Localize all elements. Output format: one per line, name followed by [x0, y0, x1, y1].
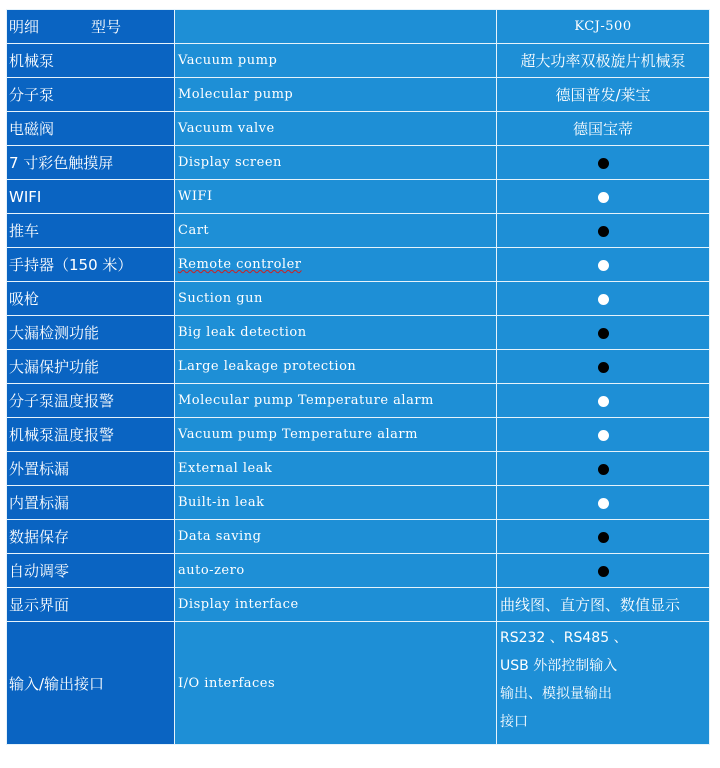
black-dot-icon: [598, 328, 609, 339]
table-row: [7, 418, 710, 452]
table-row: [7, 112, 710, 146]
black-dot-icon: [598, 532, 609, 543]
row-en-label: [175, 248, 497, 282]
value-line: 输出、模拟量输出: [500, 686, 612, 702]
table-row: [7, 384, 710, 418]
black-dot-icon: [598, 464, 609, 475]
table-row: [7, 622, 710, 745]
table-row: [7, 44, 710, 78]
value-line: RS232 、RS485 、: [500, 630, 628, 646]
row-cn-label: WIFI: [7, 180, 175, 214]
row-value: [497, 214, 710, 248]
row-cn-label: 输入/输出接口: [7, 622, 175, 745]
row-cn-label: 分子泵温度报警: [7, 384, 175, 418]
table-row: [7, 214, 710, 248]
row-en-label: Molecular pump: [175, 78, 497, 112]
row-value: [497, 282, 710, 316]
row-en-label: Large leakage protection: [175, 350, 497, 384]
row-value: [497, 418, 710, 452]
table-row: [7, 282, 710, 316]
row-en-label: Big leak detection: [175, 316, 497, 350]
row-value: [497, 554, 710, 588]
row-en-label: Display interface: [175, 588, 497, 622]
row-cn-label: 机械泵温度报警: [7, 418, 175, 452]
row-value: 德国宝蒂: [497, 112, 710, 146]
table-header-row: [7, 10, 710, 44]
black-dot-icon: [598, 158, 609, 169]
row-value: [497, 520, 710, 554]
table-row: [7, 520, 710, 554]
white-dot-icon: [598, 260, 609, 271]
row-en-label: Suction gun: [175, 282, 497, 316]
row-en-label: Vacuum valve: [175, 112, 497, 146]
table-row: [7, 248, 710, 282]
row-en-label: Display screen: [175, 146, 497, 180]
black-dot-icon: [598, 226, 609, 237]
row-cn-label: 机械泵: [7, 44, 175, 78]
row-value: [497, 384, 710, 418]
white-dot-icon: [598, 430, 609, 441]
row-cn-label: 分子泵: [7, 78, 175, 112]
row-en-label: WIFI: [175, 180, 497, 214]
header-model-value: KCJ-500: [497, 10, 710, 44]
table-row: [7, 588, 710, 622]
row-value: [497, 452, 710, 486]
header-detail-label: 明细: [9, 18, 40, 36]
row-cn-label: 外置标漏: [7, 452, 175, 486]
row-cn-label: 大漏保护功能: [7, 350, 175, 384]
white-dot-icon: [598, 294, 609, 305]
row-en-text: Remote controler: [178, 257, 302, 272]
row-value: [497, 180, 710, 214]
row-en-label: Vacuum pump: [175, 44, 497, 78]
row-value: [497, 350, 710, 384]
white-dot-icon: [598, 396, 609, 407]
row-value: 超大功率双极旋片机械泵: [497, 44, 710, 78]
table-row: [7, 78, 710, 112]
row-en-label: I/O interfaces: [175, 622, 497, 745]
header-label-cell: [7, 10, 175, 44]
row-value-multiline: [497, 622, 710, 745]
row-value: 曲线图、直方图、数值显示: [497, 588, 710, 622]
table-row: [7, 146, 710, 180]
row-cn-label: 7 寸彩色触摸屏: [7, 146, 175, 180]
row-value: [497, 486, 710, 520]
row-cn-label: 推车: [7, 214, 175, 248]
value-line: USB 外部控制输入: [500, 658, 618, 674]
row-cn-label: 数据保存: [7, 520, 175, 554]
header-blank-cell: [175, 10, 497, 44]
row-cn-label: 电磁阀: [7, 112, 175, 146]
white-dot-icon: [598, 192, 609, 203]
row-value: [497, 316, 710, 350]
header-model-label: 型号: [91, 18, 122, 36]
table-row: [7, 316, 710, 350]
row-cn-label: 内置标漏: [7, 486, 175, 520]
row-value: [497, 248, 710, 282]
row-value: 德国普发/莱宝: [497, 78, 710, 112]
row-cn-label: 自动调零: [7, 554, 175, 588]
row-en-label: Vacuum pump Temperature alarm: [175, 418, 497, 452]
spec-table: [6, 9, 710, 745]
black-dot-icon: [598, 566, 609, 577]
table-row: [7, 554, 710, 588]
white-dot-icon: [598, 498, 609, 509]
row-cn-label: 显示界面: [7, 588, 175, 622]
row-en-label: Data saving: [175, 520, 497, 554]
row-en-label: Molecular pump Temperature alarm: [175, 384, 497, 418]
row-en-label: External leak: [175, 452, 497, 486]
table-row: [7, 486, 710, 520]
table-row: [7, 350, 710, 384]
black-dot-icon: [598, 362, 609, 373]
row-cn-label: 吸枪: [7, 282, 175, 316]
table-row: [7, 452, 710, 486]
row-cn-label: 大漏检测功能: [7, 316, 175, 350]
row-value: [497, 146, 710, 180]
table-row: [7, 180, 710, 214]
row-en-label: Built-in leak: [175, 486, 497, 520]
value-line: 接口: [500, 714, 528, 730]
row-en-label: Cart: [175, 214, 497, 248]
row-en-label: auto-zero: [175, 554, 497, 588]
row-cn-label: 手持器（150 米）: [7, 248, 175, 282]
